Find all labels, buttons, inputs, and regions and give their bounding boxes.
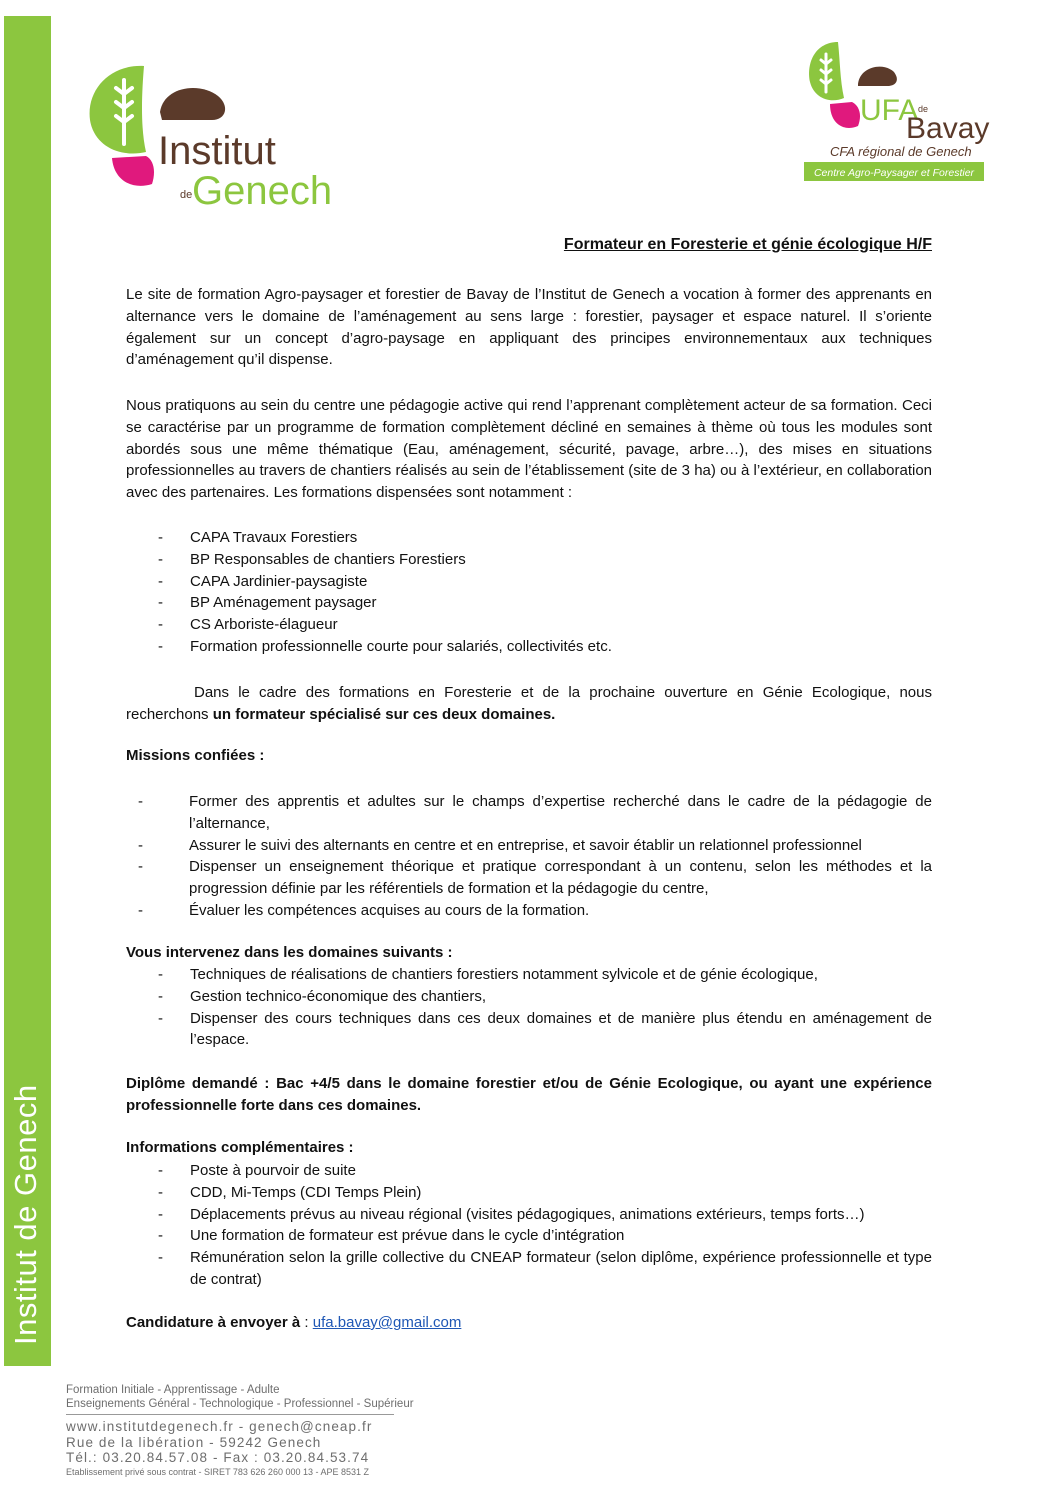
footer-address: Rue de la libération - 59242 Genech	[66, 1434, 322, 1450]
footer-phone: Tél.: 03.20.84.57.08 - Fax : 03.20.84.53.74	[66, 1450, 370, 1465]
pedagogy-paragraph: Nous pratiquons au sein du centre une pédagogie active qui rend l’apprenant complètement acteur de sa formation. Ceci se caractérise par un programme de formation complètement décliné en semaines à thème où tous les modules sont abordés sous une même thématique (Eau, aménagement, sécurité, pavage, arbre…), des mises en situations professionnelles au travers de chantiers réalisés au sein de l’établissement (site de 3 ha) ou à l’extérieur, en collaboration avec des partenaires. Les formations dispensées sont notamment :	[126, 397, 932, 502]
list-item: - Une formation de formateur est prévue dans le cycle d’intégration	[158, 1225, 932, 1247]
intro-paragraph: Le site de formation Agro-paysager et forestier de Bavay de l’Institut de Genech a vocation à former des apprenants en alternance vers le domaine de l’aménagement au sens large : forestier, paysager et espace naturel. Il s’oriente également sur un concept d’agro-paysage en appliquant des principes environnementaux aux techniques d’aménagement qu’il dispense.	[126, 286, 932, 369]
list-item: - Formation professionnelle courte pour salariés, collectivités etc.	[158, 636, 932, 658]
footer	[66, 1383, 414, 1478]
footer-formations: Formation Initiale - Apprentissage - Adulte	[66, 1384, 280, 1396]
job-title: Formateur en Foresterie et génie écologique H/F	[563, 236, 932, 253]
logo-pink-shape	[112, 156, 154, 186]
list-item: - BP Aménagement paysager	[158, 592, 932, 614]
list-item: - Dispenser un enseignement théorique et pratique correspondant à un contenu, selon les méthodes et la progression définie par les référentiels de formation et la pédagogie du centre,	[138, 856, 932, 900]
email-link[interactable]: ufa.bavay@gmail.com	[312, 1314, 462, 1331]
ufa-pink-shape	[830, 102, 860, 128]
logo-word-genech: Genech	[192, 169, 333, 210]
formations-list	[158, 527, 932, 658]
list-item: - Gestion technico-économique des chantiers,	[158, 986, 932, 1008]
ufa-brown-shape	[858, 67, 897, 86]
list-item: - CS Arboriste-élagueur	[158, 614, 932, 636]
footer-divider	[66, 1414, 394, 1415]
missions-heading: Missions confiées :	[126, 747, 265, 764]
search-paragraph	[126, 682, 932, 726]
infos-heading: Informations complémentaires :	[126, 1139, 354, 1156]
infos-list	[158, 1160, 932, 1291]
logo-word-institut: Institut	[158, 129, 276, 173]
footer-legal: Etablissement privé sous contrat - SIRET 783 626 260 000 13 - APE 8531 Z	[66, 1466, 370, 1477]
ufa-word-bavay: Bavay	[906, 112, 990, 145]
list-item: - CAPA Jardinier-paysagiste	[158, 571, 932, 593]
list-item: - CDD, Mi-Temps (CDI Temps Plein)	[158, 1182, 932, 1204]
footer-web[interactable]: www.institutdegenech.fr - genech@cneap.fr	[66, 1419, 373, 1434]
ufa-word-de: de	[918, 104, 929, 114]
list-item: - BP Responsables de chantiers Forestiers	[158, 549, 932, 571]
domaines-list	[158, 964, 932, 1051]
search-bold-text: un formateur spécialisé sur ces deux domaines.	[212, 705, 556, 723]
missions-list	[138, 791, 932, 922]
list-item: - Techniques de réalisations de chantiers forestiers notamment sylvicole et de génie écologique,	[158, 964, 932, 986]
ufa-cfa-line: CFA régional de Genech	[830, 144, 972, 159]
candidature-label: Candidature à envoyer à	[126, 1314, 301, 1331]
candidature-line	[126, 1312, 932, 1334]
ufa-banner-text: Centre Agro-Paysager et Forestier	[813, 167, 975, 179]
list-item: - CAPA Travaux Forestiers	[158, 527, 932, 549]
list-item: - Déplacements prévus au niveau régional (visites pédagogiques, animations extérieurs, temps forts…)	[158, 1204, 932, 1226]
logo-brown-shape	[160, 88, 225, 120]
list-item: - Former des apprentis et adultes sur le champs d’expertise recherché dans le cadre de la pédagogie de l’alternance,	[138, 791, 932, 835]
logo-green-leaf	[90, 66, 146, 154]
ufa-word-ufa: UFA	[860, 94, 919, 127]
footer-enseignements: Enseignements Général - Technologique - Professionnel - Supérieur	[66, 1398, 414, 1410]
ufa-bavay-logo	[800, 40, 990, 185]
search-text: Dans le cadre des formations en Foresterie et de la prochaine ouverture en Génie Ecologique, nous recherchons	[126, 684, 932, 723]
domaines-heading: Vous intervenez dans les domaines suivants :	[126, 944, 453, 961]
logo-word-de: de	[180, 189, 193, 201]
list-item: - Rémunération selon la grille collective du CNEAP formateur (selon diplôme, expérience professionnelle et type de contrat)	[158, 1247, 932, 1291]
list-item: - Dispenser des cours techniques dans ces deux domaines et de manière plus étendu en aménagement de l’espace.	[158, 1008, 932, 1052]
list-item: - Poste à pourvoir de suite	[158, 1160, 932, 1182]
candidature-separator: :	[300, 1314, 313, 1331]
list-item: - Assurer le suivi des alternants en centre et en entreprise, et savoir établir un relationnel professionnel	[138, 835, 932, 857]
list-item: - Évaluer les compétences acquises au cours de la formation.	[138, 900, 932, 922]
institut-de-genech-logo	[80, 60, 370, 210]
diplome-paragraph: Diplôme demandé : Bac +4/5 dans le domaine forestier et/ou de Génie Ecologique, ou ayant une expérience professionnelle forte dans ces domaines.	[126, 1075, 932, 1114]
side-band-label: Institut de Genech	[8, 1084, 43, 1345]
